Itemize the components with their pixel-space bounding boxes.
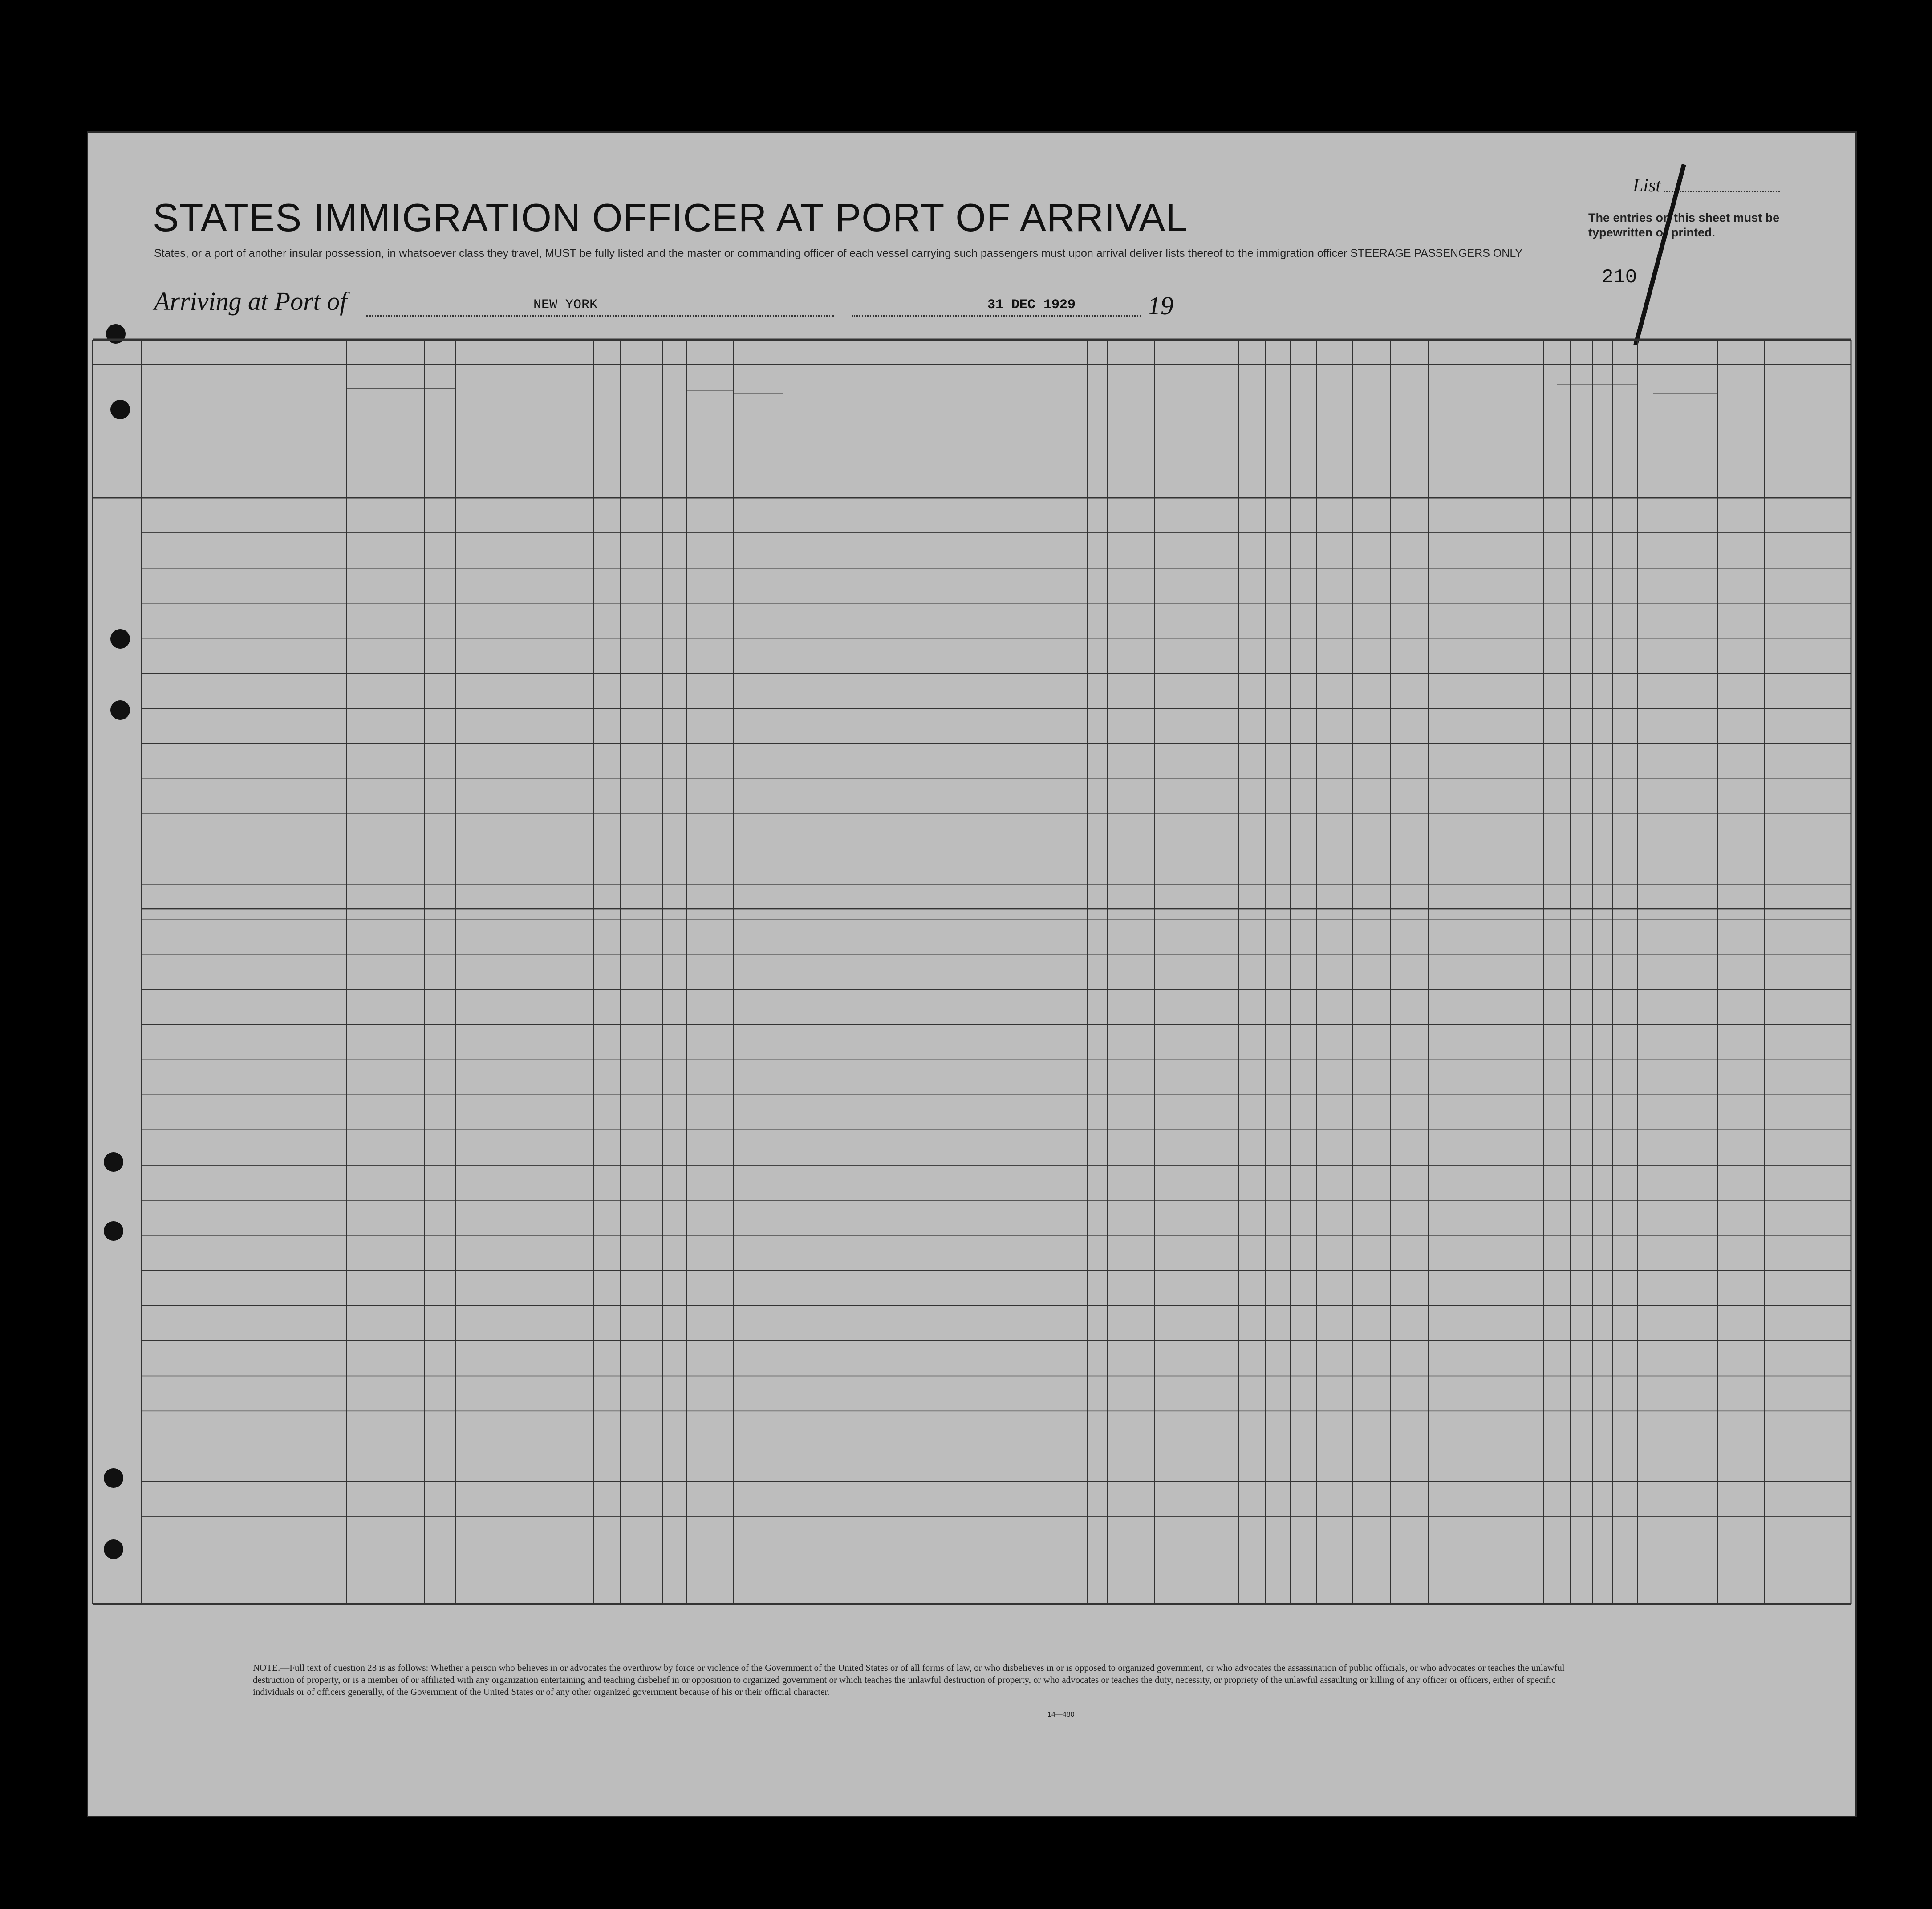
sheet-number: 210 bbox=[1602, 266, 1637, 288]
form-number: 14—480 bbox=[1047, 1711, 1075, 1718]
list-note: The entries on this sheet must be typewritten or printed. bbox=[1588, 211, 1780, 239]
date-stamp: 31 DEC 1929 bbox=[987, 297, 1076, 313]
port-value: NEW YORK bbox=[533, 297, 598, 313]
list-label: List bbox=[1633, 175, 1661, 196]
footnote: NOTE.—Full text of question 28 is as follows: Whether a person who believes in or advocates the overthrow by force or violence of the Government of the United States or of all forms of law, or who disbelieves in or is opposed to organized government, or who advocates the assassination of public officials, or who advocates or teaches the unlawful destruction of property, or is a member of or affiliated with any organization entertaining and teaching disbelief in or opposition to organized government or which teaches the unlawful destruction of property, or who advocates or teaches the duty, necessity, or propriety of the unlawful assaulting or killing of any officer or officers, either of specific individuals or of officers generally, of the Government of the United States or of any other organized government because of his or their official character. bbox=[253, 1662, 1565, 1697]
year-label: 19 bbox=[1148, 291, 1173, 320]
port-label: Arriving at Port of bbox=[154, 287, 347, 316]
page-subtitle: States, or a port of another insular possession, in whatsoever class they travel, MUST be fully listed and the master or commanding officer of each vessel carrying such passengers must upon arrival deliver lists thereof to the immigration officer STEERAGE PASSENGERS ONLY bbox=[154, 247, 1523, 260]
manifest-sheet bbox=[87, 131, 1857, 1817]
manifest-grid bbox=[88, 133, 1855, 1816]
page-title: STATES IMMIGRATION OFFICER AT PORT OF ARRIVAL bbox=[153, 195, 1188, 240]
